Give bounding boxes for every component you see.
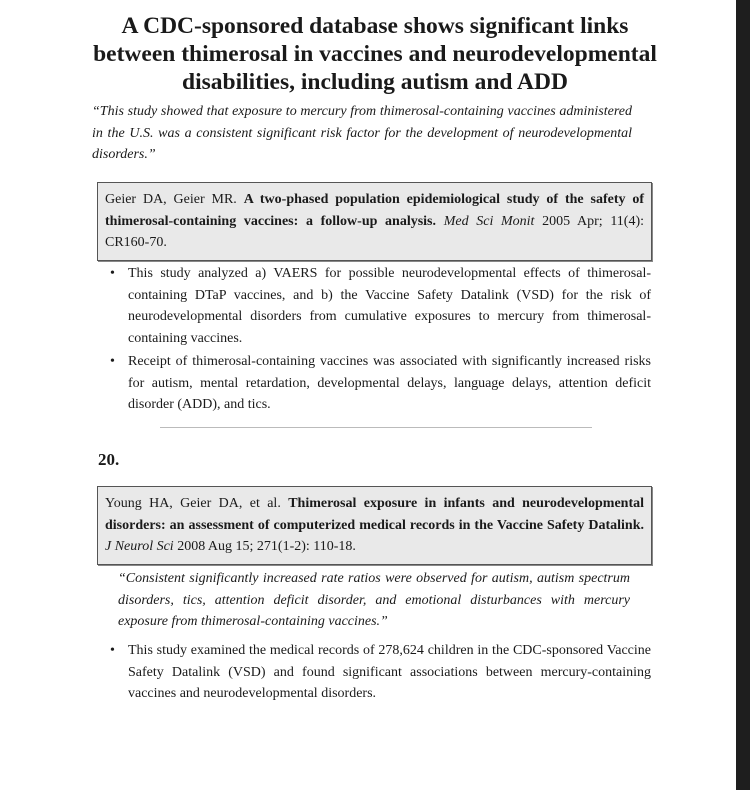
- list-item: • This study analyzed a) VAERS for possible neurodevelopmental effects of thimerosal-containing DTaP vaccines, and b) the Vaccine Safety Datalink (VSD) for the risk of neurodevelopmental disorders from cumulative exposures to mercury from thimerosal-containing vaccines.: [113, 263, 651, 349]
- list-item: • This study examined the medical records of 278,624 children in the CDC-sponsored Vaccine Safety Datalink (VSD) and found significant associations between mercury-containing vaccines and neurodevelopmental disorders.: [113, 640, 651, 705]
- ref-title: A two-phased population epidemiological study of the safety of thimerosal-containing vaccines: a follow-up analysis.: [105, 192, 645, 229]
- bullet-icon: •: [110, 354, 115, 369]
- ref-title: Thimerosal exposure in infants and neurodevelopmental disorders: an assessment of computerized medical records in the Vaccine Safety Datalink.: [105, 496, 645, 533]
- page-title: A CDC-sponsored database shows significant links between thimerosal in vaccines and neurodevelopmental disabilities, including autism and ADD: [93, 13, 657, 95]
- ref-details: 2005 Apr; 11(4): CR160-70.: [105, 213, 645, 250]
- viewer-edge: [736, 0, 750, 790]
- bullet-icon: •: [110, 266, 115, 281]
- ref-details: 2008 Aug 15; 271(1-2): 110-18.: [177, 539, 356, 554]
- ref-journal: Med Sci Monit: [443, 213, 535, 229]
- list-item: • Receipt of thimerosal-containing vaccines was associated with significantly increased risks for autism, mental retardation, developmental delays, language delays, attention deficit disorder (ADD), and tics.: [113, 351, 651, 416]
- reference-box-1: [97, 182, 652, 261]
- section-number: 20.: [98, 450, 120, 469]
- quote-1: “This study showed that exposure to mercury from thimerosal-containing vaccines administered in the U.S. was a consistent significant risk factor for the development of neurodevelopmental disorders.”: [92, 104, 632, 162]
- ref-authors: Young HA, Geier DA, et al.: [105, 496, 281, 511]
- divider: [160, 427, 592, 428]
- ref-journal: J Neurol Sci: [105, 539, 174, 554]
- quote-2: “Consistent significantly increased rate ratios were observed for autism, autism spectrum disorders, tics, attention deficit disorder, and emotional disturbances with mercury exposure from thimerosal-containing vaccines.”: [118, 571, 630, 629]
- ref-authors: Geier DA, Geier MR.: [105, 192, 237, 207]
- reference-box-2: [97, 486, 652, 565]
- bullet-icon: •: [110, 643, 115, 658]
